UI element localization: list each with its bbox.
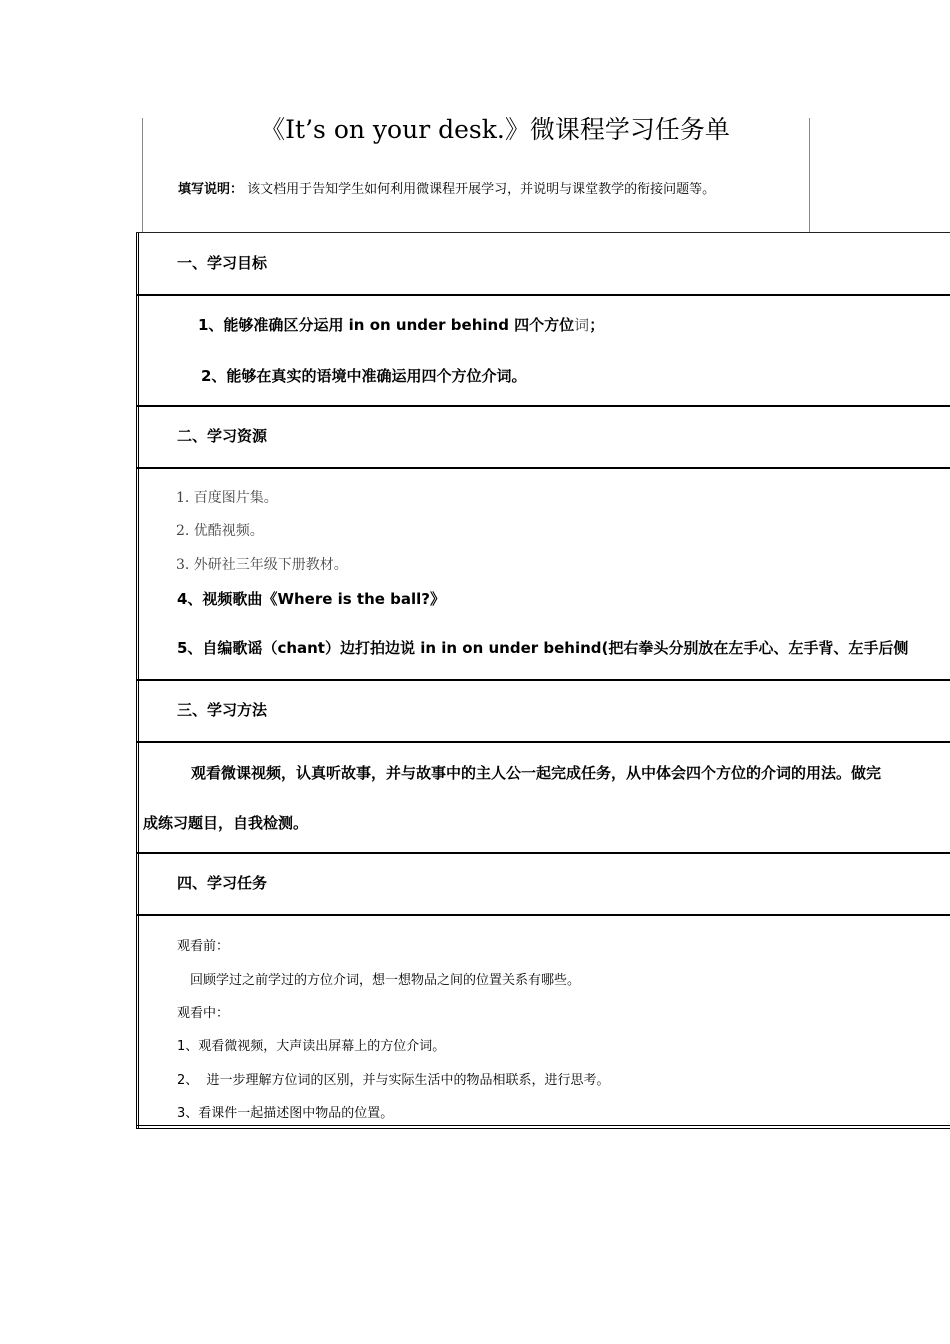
resource-item-2: 2. 优酷视频。	[176, 523, 264, 539]
rule-tasks	[136, 914, 950, 916]
resource-item-1: 1. 百度图片集。	[176, 490, 278, 506]
section-heading-tasks: 四、学习任务	[177, 874, 268, 892]
task-step-2: 2、 进一步理解方位词的区别，并与实际生活中的物品相联系，进行思考。	[177, 1073, 610, 1088]
fill-instructions-label: 填写说明：	[178, 182, 244, 197]
task-during-label: 观看中：	[177, 1006, 230, 1021]
section-heading-method: 三、学习方法	[177, 701, 268, 719]
title-box-left-border	[142, 118, 143, 232]
rule-goals	[136, 294, 950, 296]
task-step-3: 3、看课件一起描述图中物品的位置。	[177, 1106, 394, 1121]
rule-method	[136, 741, 950, 743]
rule-resources-head	[136, 405, 950, 407]
rule-resources	[136, 467, 950, 469]
title-box-right-border	[809, 118, 810, 232]
section-heading-goals: 一、学习目标	[177, 254, 268, 272]
goal-item-1-main: 1、能够准确区分运用 in on under behind 四个方位	[198, 316, 575, 334]
resource-item-4: 4、视频歌曲《Where is the ball?》	[177, 590, 446, 608]
table-bottom-rule	[136, 1125, 950, 1126]
goal-item-1-end: ；	[589, 316, 605, 334]
resource-item-5: 5、自编歌谣（chant）边打拍边说 in in on under behind(把右拳头分别放在左手心、左手背、左手后侧	[177, 639, 909, 657]
task-step-1: 1、观看微视频，大声读出屏幕上的方位介词。	[177, 1039, 446, 1054]
fill-instructions-text: 该文档用于告知学生如何利用微课程开展学习，并说明与课堂教学的衔接问题等。	[247, 182, 716, 197]
task-before-label: 观看前：	[177, 939, 230, 954]
task-before-text: 回顾学过之前学过的方位介词，想一想物品之间的位置关系有哪些。	[190, 973, 581, 988]
table-bottom-rule-2	[136, 1128, 950, 1129]
section-heading-resources: 二、学习资源	[177, 427, 268, 445]
document-title: 《It’s on your desk.》微课程学习任务单	[260, 115, 730, 144]
goal-item-1-light: 词	[574, 316, 590, 334]
table-top-rule	[136, 232, 950, 233]
rule-method-head	[136, 679, 950, 681]
goal-item-1	[198, 314, 604, 335]
method-line-1: 观看微课视频，认真听故事，并与故事中的主人公一起完成任务，从中体会四个方位的介词的用法。做完	[191, 764, 882, 782]
fill-instructions	[178, 178, 715, 197]
resource-item-3: 3. 外研社三年级下册教材。	[176, 557, 348, 573]
method-line-2: 成练习题目，自我检测。	[143, 814, 309, 832]
goal-item-2: 2、能够在真实的语境中准确运用四个方位介词。	[201, 367, 527, 385]
rule-tasks-head	[136, 852, 950, 854]
